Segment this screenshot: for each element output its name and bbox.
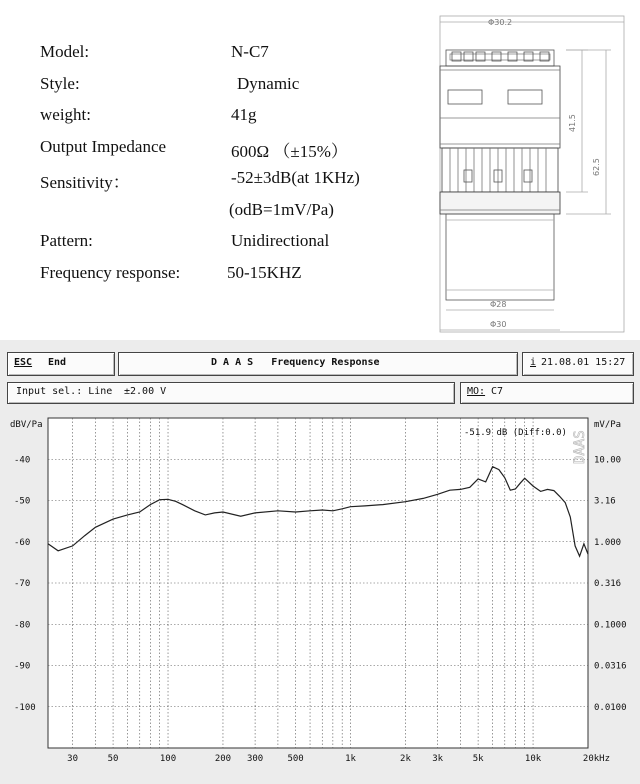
spec-list <box>40 42 440 294</box>
dim-height-2-label: 62.5 <box>592 158 601 176</box>
memory-value: C7 <box>491 386 504 397</box>
spec-label: weight: <box>40 105 91 124</box>
measurement-annotation: -51.9 dB (Diff:0.0) <box>464 428 567 438</box>
y-tick-label-right: 0.316 <box>594 579 622 589</box>
x-tick-label: 100 <box>159 754 177 764</box>
spec-label: Output Impedance <box>40 136 167 156</box>
y-tick-label-left: -60 <box>14 537 31 548</box>
spec-label: Style: <box>40 73 80 93</box>
watermark: DAAS <box>572 430 588 464</box>
spec-row-style <box>40 74 440 106</box>
spec-label: Model: <box>40 42 90 61</box>
spec-value: 600Ω （±15%） <box>231 141 348 161</box>
y-tick-label-right: 0.0316 <box>594 661 627 672</box>
x-tick-label: 20kHz <box>582 754 610 764</box>
input-level: ±2.00 V <box>124 386 167 397</box>
title-bar <box>118 352 518 376</box>
end-menu-item[interactable]: End <box>48 357 67 368</box>
spec-row-weight <box>40 105 440 137</box>
datetime: 21.08.01 15:27 <box>541 357 626 368</box>
y-axis-label-right: mV/Pa <box>594 420 622 430</box>
x-tick-label: 50 <box>107 754 119 764</box>
spec-row-reference <box>40 200 440 232</box>
menu-bar <box>7 352 115 376</box>
spec-value: 41g <box>231 105 257 124</box>
spec-row-frequency <box>40 263 440 295</box>
x-axis <box>67 754 610 764</box>
y-tick-label-right: 0.1000 <box>594 620 627 631</box>
spec-value: Dynamic <box>237 73 300 93</box>
input-select-label: Input sel.: Line <box>16 386 113 397</box>
y-tick-label-right: 1.000 <box>594 537 622 548</box>
spec-label: Sensitivity： <box>40 173 130 192</box>
dim-base-2-label: Φ30 <box>490 320 507 329</box>
x-tick-label: 10k <box>524 754 542 764</box>
x-tick-label: 500 <box>287 754 304 764</box>
x-tick-label: 30 <box>67 754 79 764</box>
x-tick-label: 3k <box>432 754 444 764</box>
spec-row-model <box>40 42 440 74</box>
y-tick-label-left: -90 <box>14 661 31 672</box>
y-tick-label-left: -50 <box>14 496 31 507</box>
capsule-drawing <box>436 14 628 336</box>
window-title: D A A S Frequency Response <box>211 357 380 368</box>
spec-row-sensitivity <box>40 168 440 200</box>
x-tick-label: 1k <box>345 754 356 764</box>
y-axis-left <box>14 455 36 713</box>
dim-base-1-label: Φ28 <box>490 300 507 309</box>
y-axis-label-left: dBV/Pa <box>10 420 43 430</box>
x-tick-label: 300 <box>246 754 264 764</box>
dim-top-label: Φ30.2 <box>488 18 513 27</box>
x-tick-label: 200 <box>214 754 232 764</box>
dim-height-1-label: 41.5 <box>568 114 577 132</box>
y-tick-label-left: -100 <box>14 702 36 713</box>
x-tick-label: 2k <box>400 754 411 764</box>
spec-label: Pattern: <box>40 231 93 250</box>
y-tick-label-right: 10.00 <box>594 455 622 466</box>
esc-key[interactable]: ESC <box>14 357 33 368</box>
spec-row-impedance <box>40 137 440 169</box>
spec-value: -52±3dB(at 1KHz) <box>231 168 360 187</box>
datetime-box <box>522 352 634 376</box>
x-tick-label: 5k <box>472 754 484 764</box>
memory-box <box>460 382 634 404</box>
frequency-response-plot <box>0 406 640 784</box>
spec-value: Unidirectional <box>231 231 330 250</box>
y-tick-label-left: -80 <box>14 620 31 631</box>
y-tick-label-right: 0.0100 <box>594 702 627 713</box>
spec-value: 50-15KHZ <box>227 262 302 282</box>
daas-window <box>0 340 640 784</box>
spec-row-pattern <box>40 231 440 263</box>
spec-label: Frequency response: <box>40 262 181 282</box>
y-tick-label-right: 3.16 <box>594 496 616 507</box>
spec-value: N-C7 <box>231 42 269 61</box>
y-tick-label-left: -70 <box>14 579 31 589</box>
info-key[interactable]: i <box>530 357 537 368</box>
spec-value: (odB=1mV/Pa) <box>229 199 334 219</box>
input-select-bar <box>7 382 455 404</box>
y-axis-right <box>594 455 627 713</box>
memory-key[interactable]: MO: <box>467 386 486 397</box>
y-tick-label-left: -40 <box>14 455 31 466</box>
